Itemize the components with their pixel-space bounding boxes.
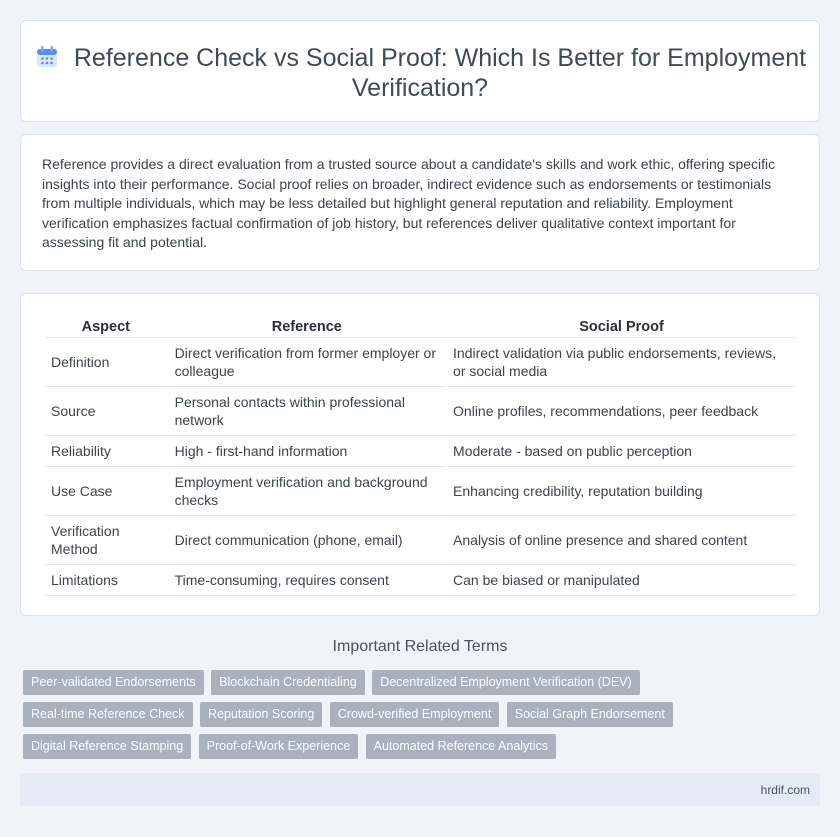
cell-social-proof: Moderate - based on public perception [447,436,796,467]
cell-social-proof: Can be biased or manipulated [447,565,796,596]
header-social-proof: Social Proof [447,316,796,338]
table-row [45,516,796,565]
table-row [45,467,796,516]
cell-social-proof: Enhancing credibility, reputation building [447,467,796,516]
table-row [45,565,796,596]
header-aspect: Aspect [45,316,167,338]
cell-aspect: Use Case [45,467,167,516]
cell-reference: High - first-hand information [169,436,445,467]
page-title-container [21,43,819,103]
cell-reference: Time-consuming, requires consent [169,565,445,596]
page-title: Reference Check vs Social Proof: Which Is Better for Employment Verification? [73,44,807,102]
cell-reference: Direct verification from former employer or colleague [169,338,445,387]
cell-reference: Direct communication (phone, email) [169,516,445,565]
table-header-row [45,316,796,338]
footer-site-link[interactable]: hrdif.com [760,783,810,797]
related-term-tag[interactable]: Social Graph Endorsement [507,702,673,727]
table-row [45,338,796,387]
cell-reference: Employment verification and background checks [169,467,445,516]
cell-aspect: Verification Method [45,516,167,565]
related-term-tag[interactable]: Automated Reference Analytics [366,734,556,759]
comparison-table [43,316,798,596]
table-row [45,387,796,436]
related-term-tag[interactable]: Blockchain Credentialing [211,670,365,695]
cell-reference: Personal contacts within professional network [169,387,445,436]
related-term-tag[interactable]: Decentralized Employment Verification (DEV) [372,670,640,695]
cell-social-proof: Indirect validation via public endorsements, reviews, or social media [447,338,796,387]
related-term-tag[interactable]: Digital Reference Stamping [23,734,191,759]
related-terms-list [23,670,813,766]
table-row [45,436,796,467]
footer-bar [20,773,820,806]
cell-aspect: Reliability [45,436,167,467]
cell-social-proof: Analysis of online presence and shared content [447,516,796,565]
related-term-tag[interactable]: Peer-validated Endorsements [23,670,204,695]
cell-aspect: Source [45,387,167,436]
related-term-tag[interactable]: Reputation Scoring [200,702,322,727]
summary-card [20,134,820,271]
related-terms-title: Important Related Terms [332,638,508,655]
related-term-tag[interactable]: Proof-of-Work Experience [199,734,359,759]
cell-aspect: Definition [45,338,167,387]
header-card [20,20,820,122]
summary-text: Reference provides a direct evaluation from a trusted source about a candidate's skills and work ethic, offering specific insights into their performance. Social proof relies on broader, indirect evidence such as endorsements or testimonials from multiple individuals, which may be less detailed but highlight general reputation and reliability. Employment verification emphasizes factual confirmation of job history, but references deliver qualitative context important for assessing fit and potential. [42,156,776,250]
header-reference: Reference [169,316,445,338]
calendar-icon [34,44,60,70]
comparison-table-card [20,293,820,616]
related-term-tag[interactable]: Crowd-verified Employment [330,702,500,727]
cell-social-proof: Online profiles, recommendations, peer feedback [447,387,796,436]
related-term-tag[interactable]: Real-time Reference Check [23,702,193,727]
cell-aspect: Limitations [45,565,167,596]
